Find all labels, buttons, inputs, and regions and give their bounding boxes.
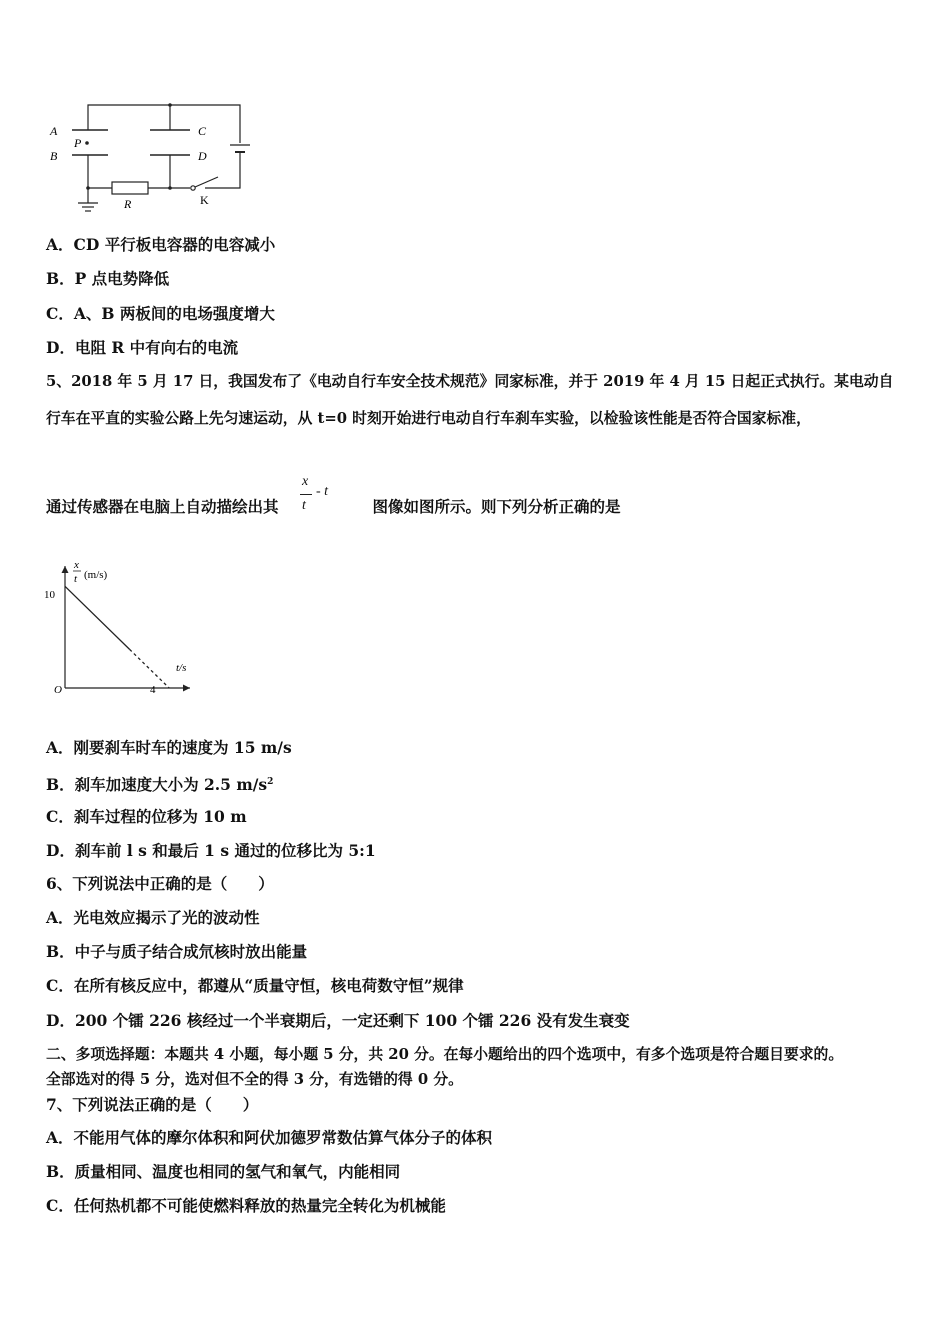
q6-option-b: B．中子与质子结合成氘核时放出能量 bbox=[46, 942, 308, 961]
graph-svg bbox=[40, 558, 210, 703]
q7-option-a: A．不能用气体的摩尔体积和阿伏加德罗常数估算气体分子的体积 bbox=[46, 1128, 493, 1147]
data-line-solid bbox=[65, 586, 130, 649]
data-line-dashed bbox=[130, 649, 170, 688]
origin-label: O bbox=[54, 684, 62, 696]
q5-option-b: B．刹车加速度大小为 2.5 $m/s^2$ bbox=[46, 775, 274, 795]
q4-option-d: D．电阻 R 中有向右的电流 bbox=[46, 338, 239, 357]
q7-stem: 7、下列说法正确的是（ ） bbox=[46, 1095, 259, 1114]
section2-line1: 二、多项选择题：本题共 4 小题，每小题 5 分，共 20 分。在每小题给出的四个选项中，有多个选项是符合题目要求的。 bbox=[46, 1046, 844, 1063]
ylabel-den: t bbox=[74, 573, 78, 585]
section2-line2: 全部选对的得 5 分，选对但不全的得 3 分，有选错的得 0 分。 bbox=[46, 1071, 463, 1088]
q6-stem: 6、下列说法中正确的是（ ） bbox=[46, 874, 274, 893]
label-b: B bbox=[50, 149, 58, 163]
ylabel-unit: (m/s) bbox=[84, 569, 108, 581]
frac-bar bbox=[300, 494, 312, 495]
q4-option-c: C．A、B 两板间的电场强度增大 bbox=[46, 304, 275, 323]
q7-option-c: C．任何热机都不可能使燃料释放的热量完全转化为机械能 bbox=[46, 1196, 446, 1215]
frac-den: t bbox=[302, 498, 306, 513]
y-tick-10: 10 bbox=[44, 589, 55, 601]
label-k: K bbox=[200, 193, 209, 207]
circuit-svg bbox=[40, 95, 260, 220]
circuit-diagram bbox=[40, 95, 260, 220]
frac-tail: - t bbox=[316, 484, 329, 499]
q5-option-d: D．刹车前 l s 和最后 1 s 通过的位移比为 5:1 bbox=[46, 841, 376, 860]
label-d: D bbox=[198, 149, 207, 163]
xlabel: t/s bbox=[176, 662, 187, 674]
q6-option-a: A．光电效应揭示了光的波动性 bbox=[46, 908, 260, 927]
x-tick-4: 4 bbox=[150, 684, 156, 696]
label-r: R bbox=[124, 197, 132, 211]
q5-option-a: A．刚要刹车时车的速度为 15 m/s bbox=[46, 738, 292, 757]
q7-option-b: B．质量相同、温度也相同的氢气和氧气，内能相同 bbox=[46, 1162, 401, 1181]
q6-option-d: D．200 个镭 226 核经过一个半衰期后，一定还剩下 100 个镭 226 没有发生衰变 bbox=[46, 1011, 630, 1030]
point-p-dot bbox=[85, 141, 89, 145]
label-c: C bbox=[198, 124, 207, 138]
q5-option-c: C．刹车过程的位移为 10 m bbox=[46, 807, 247, 826]
q5-line1: 5、2018 年 5 月 17 日，我国发布了《电动自行车安全技术规范》同家标准，并于 2019 年 4 月 15 日起正式执行。某电动自 bbox=[46, 373, 894, 390]
q6-option-c: C．在所有核反应中，都遵从“质量守恒，核电荷数守恒”规律 bbox=[46, 976, 464, 995]
q5-line3: 通过传感器在电脑上自动描绘出其 图像如图所示。则下列分析正确的是 bbox=[46, 497, 621, 516]
label-p: P bbox=[74, 136, 82, 150]
xt-graph bbox=[40, 558, 210, 703]
ylabel-num: x bbox=[74, 559, 79, 571]
q5-line2: 行车在平直的实验公路上先匀速运动，从 t=0 时刻开始进行电动自行车刹车实验，以检验该性能是否符合国家标准， bbox=[46, 410, 811, 427]
frac-num: x bbox=[302, 474, 309, 489]
label-a: A bbox=[50, 124, 58, 138]
q4-option-a: A．CD 平行板电容器的电容减小 bbox=[46, 235, 276, 254]
q4-option-b: B．P 点电势降低 bbox=[46, 269, 170, 288]
